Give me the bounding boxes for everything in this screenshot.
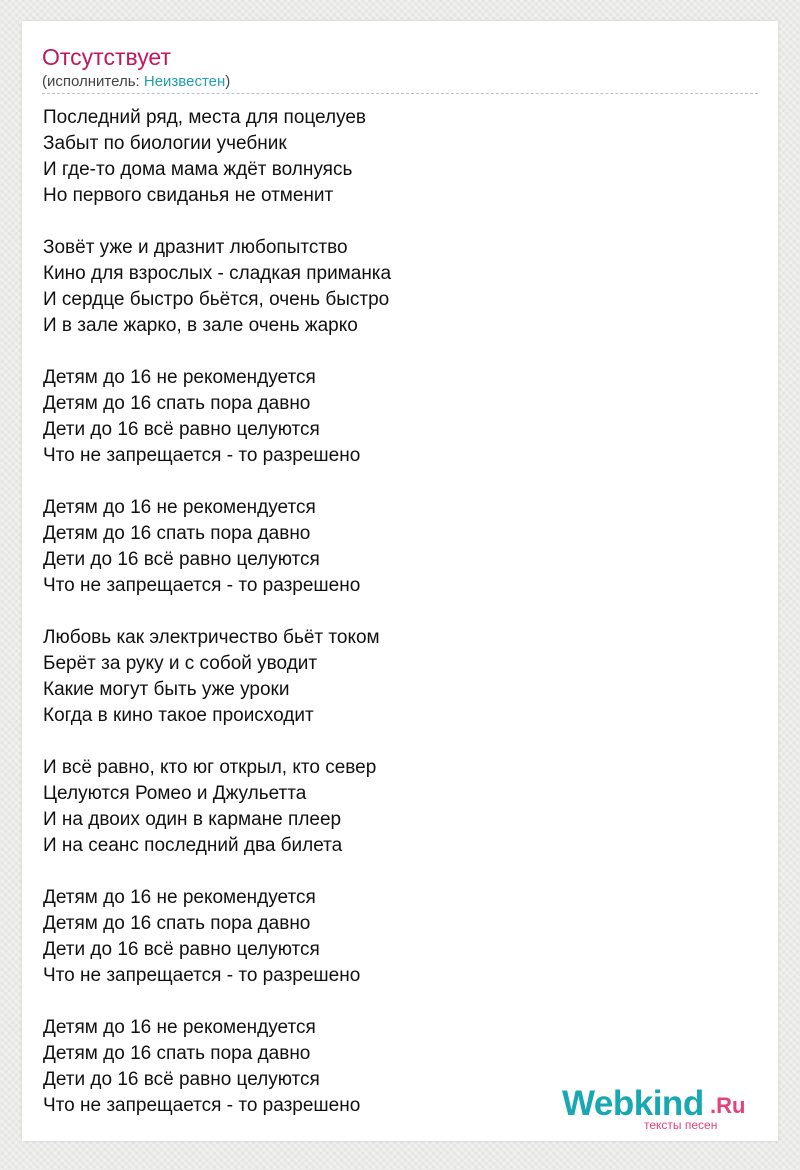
- artist-suffix: ): [225, 73, 231, 90]
- lyric-line: Дети до 16 всё равно целуются: [43, 1069, 320, 1090]
- logo-tagline: тексты песен: [644, 1118, 718, 1132]
- stanza: [43, 1015, 391, 1119]
- divider: [42, 93, 758, 94]
- lyric-line: Зовёт уже и дразнит любопытство: [43, 237, 348, 258]
- song-title: Отсутствует: [42, 44, 171, 70]
- lyric-line: И в зале жарко, в зале очень жарко: [43, 315, 358, 336]
- lyrics-text: [43, 105, 391, 1119]
- lyric-line: Последний ряд, места для поцелуев: [43, 107, 367, 128]
- lyric-line: Берёт за руку и с собой уводит: [43, 653, 318, 674]
- site-logo[interactable]: [562, 1084, 752, 1134]
- stanza: [43, 105, 391, 209]
- lyric-line: Дети до 16 всё равно целуются: [43, 419, 320, 440]
- lyric-line: Кино для взрослых - сладкая приманка: [43, 263, 392, 284]
- artist-prefix: (исполнитель:: [42, 73, 144, 90]
- stanza: [43, 235, 391, 339]
- logo-main-text: Webkind: [562, 1084, 704, 1123]
- stanza: [43, 755, 391, 859]
- lyric-line: Любовь как электричество бьёт током: [43, 627, 380, 648]
- lyric-line: Но первого свиданья не отменит: [43, 185, 334, 206]
- lyric-line: Дети до 16 всё равно целуются: [43, 939, 320, 960]
- lyric-line: Что не запрещается - то разрешено: [43, 575, 361, 596]
- lyric-line: И всё равно, кто юг открыл, кто север: [43, 757, 377, 778]
- lyric-line: Детям до 16 не рекомендуется: [43, 367, 316, 388]
- lyric-line: Детям до 16 не рекомендуется: [43, 887, 316, 908]
- lyric-line: Что не запрещается - то разрешено: [43, 445, 361, 466]
- lyric-line: Забыт по биологии учебник: [43, 133, 287, 154]
- lyric-line: Детям до 16 спать пора давно: [43, 913, 311, 934]
- lyric-line: Детям до 16 спать пора давно: [43, 523, 311, 544]
- lyric-line: И где-то дома мама ждёт волнуясь: [43, 159, 353, 180]
- lyric-line: Детям до 16 спать пора давно: [43, 393, 311, 414]
- lyric-line: Какие могут быть уже уроки: [43, 679, 290, 700]
- lyric-line: Дети до 16 всё равно целуются: [43, 549, 320, 570]
- lyric-line: Детям до 16 не рекомендуется: [43, 1017, 316, 1038]
- lyric-line: Когда в кино такое происходит: [43, 705, 314, 726]
- stanza: [43, 495, 391, 599]
- stanza: [43, 885, 391, 989]
- lyric-line: Детям до 16 спать пора давно: [43, 1043, 311, 1064]
- lyric-line: И на двоих один в кармане плеер: [43, 809, 342, 830]
- stanza: [43, 365, 391, 469]
- lyric-line: Что не запрещается - то разрешено: [43, 965, 361, 986]
- lyric-line: Целуются Ромео и Джульетта: [43, 783, 307, 804]
- lyrics-card: [22, 21, 778, 1141]
- lyric-line: Что не запрещается - то разрешено: [43, 1095, 361, 1116]
- artist-link[interactable]: Неизвестен: [143, 73, 226, 90]
- artist-line: [42, 73, 230, 91]
- logo-suffix-text: .Ru: [710, 1093, 746, 1118]
- lyric-line: И сердце быстро бьётся, очень быстро: [43, 289, 390, 310]
- stanza: [43, 625, 391, 729]
- lyric-line: Детям до 16 не рекомендуется: [43, 497, 316, 518]
- lyric-line: И на сеанс последний два билета: [43, 835, 343, 856]
